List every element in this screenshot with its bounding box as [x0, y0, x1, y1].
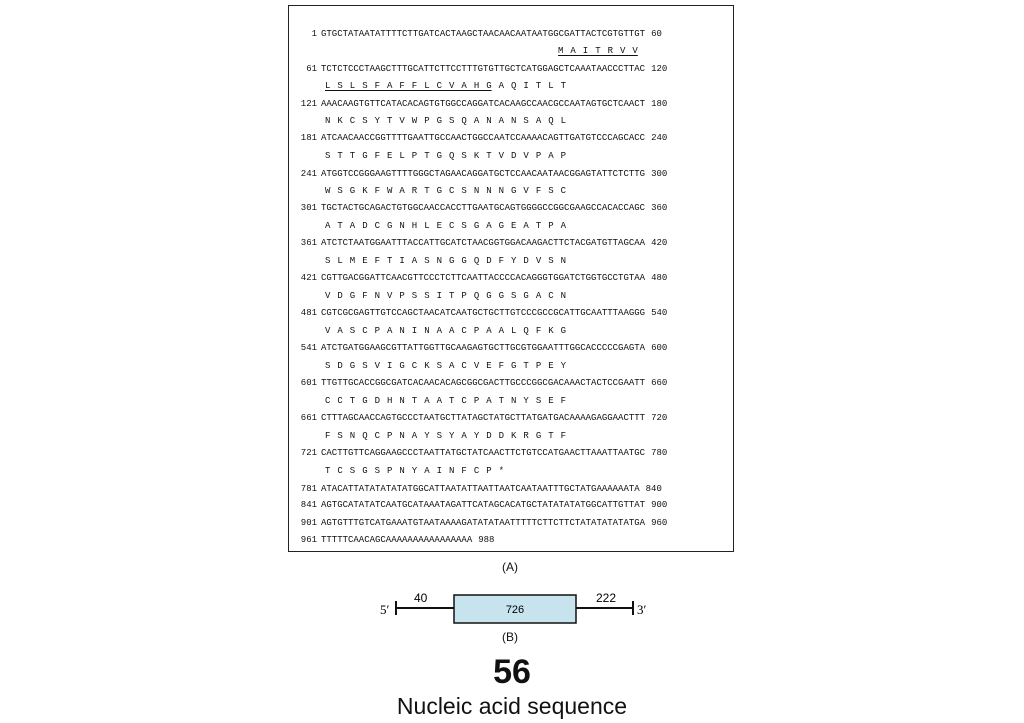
nucleotide-row	[297, 236, 727, 250]
nucleotide-sequence: ATGGTCCGGGAAGTTTTGGGCTAGAACAGGATGCTCCAACAATAACGGAGTATTCTCTTG	[321, 169, 646, 179]
amino-acid-sequence: V A S C P A N I N A A C P A A L Q F K G	[325, 326, 567, 336]
position-start: 361	[300, 238, 317, 248]
figure-caption: Nucleic acid sequence	[396, 693, 628, 719]
position-end: 988	[478, 535, 495, 545]
position-end: 240	[651, 133, 668, 143]
nucleotide-row	[297, 516, 727, 530]
amino-acid-row	[325, 149, 727, 163]
nucleotide-sequence: ATCAACAACCGGTTTTGAATTGCCAACTGGCCAATCCAAAACAGTTGATGTCCCAGCACC	[321, 133, 646, 143]
amino-acid-row	[325, 184, 727, 198]
position-end: 480	[651, 273, 668, 283]
cds-length: 726	[505, 604, 525, 616]
nucleotide-sequence: TTTTTCAACAGCAAAAAAAAAAAAAAAA	[321, 535, 473, 545]
amino-acid-row	[325, 429, 727, 443]
sequence-panel	[288, 5, 734, 552]
nucleotide-row	[297, 62, 727, 76]
amino-acid-sequence: S D G S V I G C K S A C V E F G T P E Y	[325, 361, 567, 371]
position-end: 360	[651, 203, 668, 213]
nucleotide-sequence: CGTCGCGAGTTGTCCAGCTAACATCAATGCTGCTTGTCCCGCCGCATTGCAATTTAAGGG	[321, 308, 646, 318]
position-start: 661	[300, 413, 317, 423]
amino-acid-sequence: C C T G D H N T A A T C P A T N Y S E F	[325, 396, 567, 406]
amino-acid-sequence: A T A D C G N H L E C S G A G E A T P A	[325, 221, 567, 231]
signal-peptide: L S L S F A F F L C V A H G	[325, 81, 492, 91]
position-start: 961	[300, 535, 317, 545]
nucleotide-sequence: ATCTGATGGAAGCGTTATTGGTTGCAAGAGTGCTTGCGTGGAATTTGGCACCCCCGAGTA	[321, 343, 646, 353]
nucleotide-row	[297, 27, 727, 41]
amino-acid-sequence: F S N Q C P N A Y S Y A Y D D K R G T F	[325, 431, 567, 441]
position-start: 241	[300, 169, 317, 179]
amino-acid-sequence: V D G F N V P S S I T P Q G G S G A C N	[325, 291, 567, 301]
nucleotide-sequence: TCTCTCCCTAAGCTTTGCATTCTTCCTTTGTGTTGCTCATGGAGCTCAAATAACCCTTAC	[321, 64, 646, 74]
nucleotide-sequence: CGTTGACGGATTCAACGTTCCCTCTTCAATTACCCCACAGGGTGGATCTGGTGCCTGTAA	[321, 273, 646, 283]
nucleotide-row	[297, 341, 727, 355]
position-start: 541	[300, 343, 317, 353]
figure-number: 56	[493, 653, 531, 691]
amino-acid-sequence: T C S G S P N Y A I N F C P *	[325, 466, 505, 476]
signal-peptide: M A I T R V V	[558, 46, 638, 56]
nucleotide-row	[297, 411, 727, 425]
nucleotide-row	[297, 167, 727, 181]
nucleotide-sequence: CTTTAGCAACCAGTGCCCTAATGCTTATAGCTATGCTTATGATGACAAAAGAGGAACTTT	[321, 413, 646, 423]
position-end: 960	[651, 518, 668, 528]
position-end: 300	[651, 169, 668, 179]
amino-acid-row	[325, 254, 727, 268]
nucleotide-row	[297, 376, 727, 390]
three-prime-label: 3′	[637, 602, 647, 617]
amino-acid-row	[325, 394, 727, 408]
position-end: 900	[651, 500, 668, 510]
position-start: 301	[300, 203, 317, 213]
position-end: 540	[651, 308, 668, 318]
position-end: 780	[651, 448, 668, 458]
position-start: 901	[300, 518, 317, 528]
nucleotide-row	[297, 533, 727, 547]
amino-acid-row	[325, 324, 727, 338]
amino-acid-row	[325, 219, 727, 233]
nucleotide-row	[297, 498, 727, 512]
nucleotide-sequence: CACTTGTTCAGGAAGCCCTAATTATGCTATCAACTTCTGTCCATGAACTTAAATTAATGC	[321, 448, 646, 458]
position-start: 421	[300, 273, 317, 283]
position-start: 601	[300, 378, 317, 388]
position-start: 781	[300, 484, 317, 494]
nucleotide-sequence: TGCTACTGCAGACTGTGGCAACCACCTTGAATGCAGTGGGGCCGGCGAAGCCACACCAGC	[321, 203, 646, 213]
position-end: 420	[651, 238, 668, 248]
nucleotide-sequence: AGTGTTTGTCATGAAATGTAATAAAAGATATATAATTTTTCTTCTTCTATATATATATGA	[321, 518, 646, 528]
position-end: 840	[645, 484, 662, 494]
amino-acid-row	[325, 359, 727, 373]
utr5-length: 40	[414, 591, 428, 605]
panel-a-label: (A)	[502, 560, 518, 574]
nucleotide-row	[297, 131, 727, 145]
panel-b-label: (B)	[502, 630, 518, 644]
nucleotide-row	[297, 306, 727, 320]
nucleotide-row	[297, 201, 727, 215]
position-end: 660	[651, 378, 668, 388]
amino-acid-sequence: N K C S Y T V W P G S Q A N A N S A Q L	[325, 116, 567, 126]
utr3-length: 222	[596, 591, 617, 605]
amino-acid-sequence: S T T G F E L P T G Q S K T V D V P A P	[325, 151, 567, 161]
nucleotide-sequence: AAACAAGTGTTCATACACAGTGTGGCCAGGATCACAAGCCAACGCCAATAGTGCTCAACT	[321, 99, 646, 109]
position-end: 60	[651, 29, 662, 39]
nucleotide-sequence: TTGTTGCACCGGCGATCACAACACAGCGGCGACTTGCCCGGCGACAAACTACTCCGAATT	[321, 378, 646, 388]
nucleotide-row	[297, 271, 727, 285]
position-end: 600	[651, 343, 668, 353]
amino-acid-sequence: W S G K F W A R T G C S N N N G V F S C	[325, 186, 567, 196]
gene-structure-diagram	[380, 588, 650, 628]
position-end: 120	[651, 64, 668, 74]
nucleotide-row	[297, 482, 727, 496]
position-start: 841	[300, 500, 317, 510]
position-start: 721	[300, 448, 317, 458]
nucleotide-row	[297, 446, 727, 460]
five-prime-label: 5′	[380, 602, 390, 617]
position-start: 181	[300, 133, 317, 143]
amino-acid-row	[325, 289, 727, 303]
amino-acid-row	[325, 79, 727, 93]
nucleotide-sequence: ATCTCTAATGGAATTTACCATTGCATCTAACGGTGGACAAGACTTCTACGATGTTAGCAA	[321, 238, 646, 248]
position-start: 1	[311, 29, 317, 39]
amino-acid-sequence: S L M E F T I A S N G G Q D F Y D V S N	[325, 256, 567, 266]
amino-acid-sequence: A Q I T L T	[491, 81, 567, 91]
amino-acid-row	[325, 114, 727, 128]
position-start: 121	[300, 99, 317, 109]
position-end: 720	[651, 413, 668, 423]
position-start: 61	[306, 64, 317, 74]
amino-acid-row	[325, 464, 727, 478]
nucleotide-sequence: AGTGCATATATCAATGCATAAATAGATTCATAGCACATGCTATATATATGGCATTGTTAT	[321, 500, 646, 510]
nucleotide-sequence: GTGCTATAATATTTTCTTGATCACTAAGCTAACAACAATAATGGCGATTACTCGTGTTGT	[321, 29, 646, 39]
nucleotide-row	[297, 97, 727, 111]
position-end: 180	[651, 99, 668, 109]
position-start: 481	[300, 308, 317, 318]
nucleotide-sequence: ATACATTATATATATATGGCATTAATATTAATTAATCAATAATTTGCTATGAAAAAATA	[321, 484, 640, 494]
amino-acid-row	[325, 44, 727, 58]
